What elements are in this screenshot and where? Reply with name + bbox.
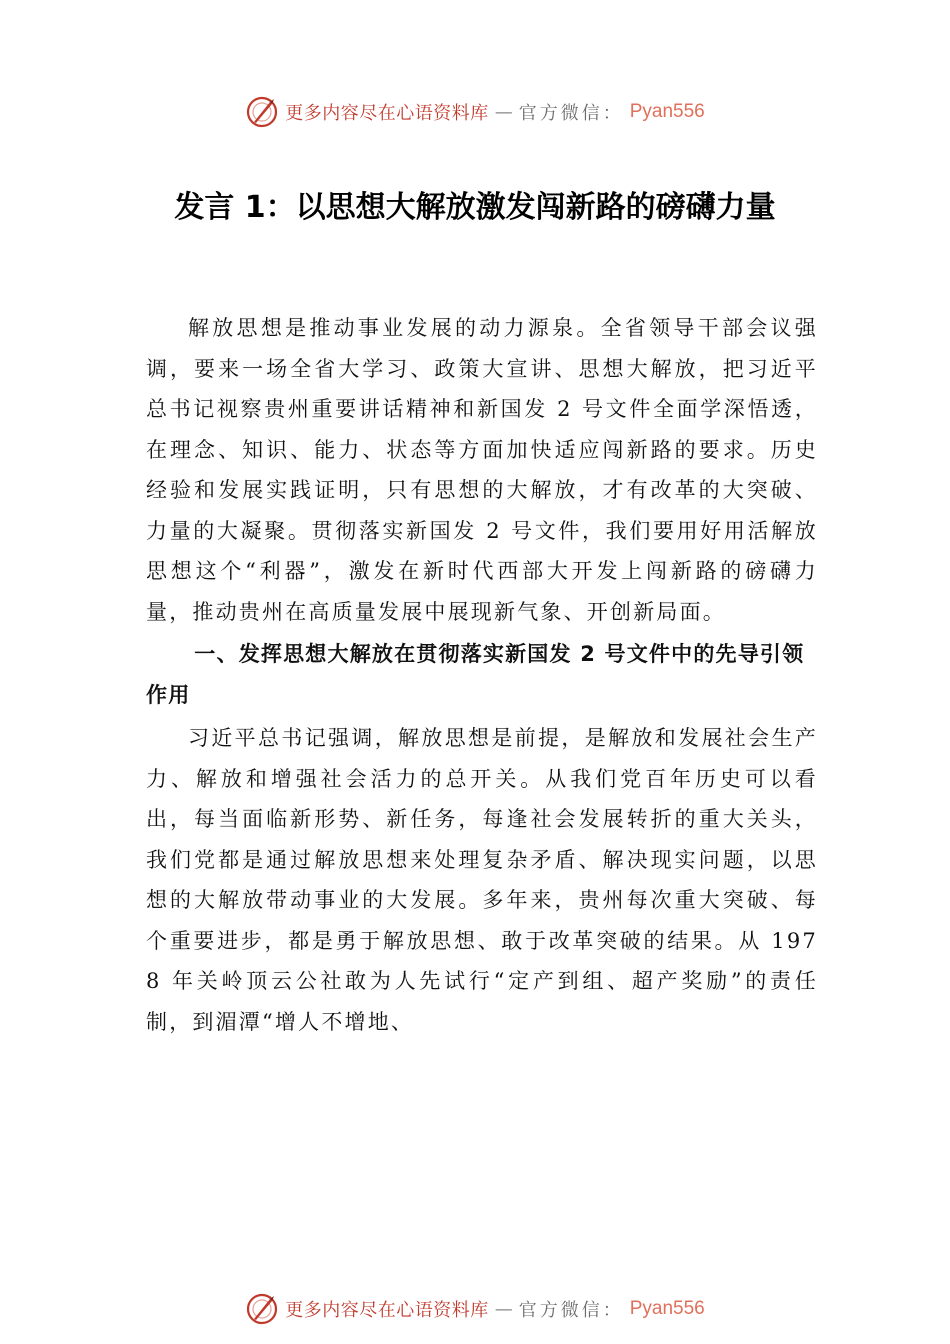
watermark-separator: — xyxy=(494,101,513,123)
header-watermark xyxy=(0,92,950,132)
watermark-wechat-id: Pyan556 xyxy=(629,101,705,122)
watermark-wechat-label: 官方微信： xyxy=(518,103,624,124)
watermark-wechat-id: Pyan556 xyxy=(629,1298,705,1319)
watermark-separator: — xyxy=(494,1298,513,1320)
watermark-wechat-label: 官方微信： xyxy=(518,1300,624,1321)
document-title: 发言 1：以思想大解放激发闯新路的磅礴力量 xyxy=(174,190,776,225)
watermark-text: 更多内容尽在心语资料库 xyxy=(285,103,489,124)
watermark-text: 更多内容尽在心语资料库 xyxy=(285,1300,489,1321)
quill-pen-circle-icon xyxy=(245,95,279,129)
footer-watermark xyxy=(0,1289,950,1329)
body-paragraph: 习近平总书记强调，解放思想是前提，是解放和发展社会生产力、解放和增强社会活力的总开关。从我们党百年历史可以看出，每当面临新形势、新任务，每逢社会发展转折的重大关头，我们党都是通过解放思想来处理复杂矛盾、解决现实问题，以思想的大解放带动事业的大发展。多年来，贵州每次重大突破、每个重要进步，都是勇于解放思想、敢于改革突破的结果。从 1978 年关岭顶云公社敢为人先试行“定产到组、超产奖励”的责任制，到湄潭“增人不增地、 xyxy=(146,726,818,1034)
document-body xyxy=(146,308,818,1042)
body-paragraph: 解放思想是推动事业发展的动力源泉。全省领导干部会议强调，要来一场全省大学习、政策大宣讲、思想大解放，把习近平总书记视察贵州重要讲话精神和新国发 2 号文件全面学深悟透，在理念、知识、能力、状态等方面加快适应闯新路的要求。历史经验和发展实践证明，只有思想的大解放，才有改革的大突破、力量的大凝聚。贯彻落实新国发 2 号文件，我们要用好用活解放思想这个“利器”，激发在新时代西部大开发上闯新路的磅礴力量，推动贵州在高质量发展中展现新气象、开创新局面。 xyxy=(146,316,818,624)
section-heading: 一、发挥思想大解放在贯彻落实新国发 2 号文件中的先导引领作用 xyxy=(146,642,805,707)
quill-pen-circle-icon xyxy=(245,1292,279,1326)
